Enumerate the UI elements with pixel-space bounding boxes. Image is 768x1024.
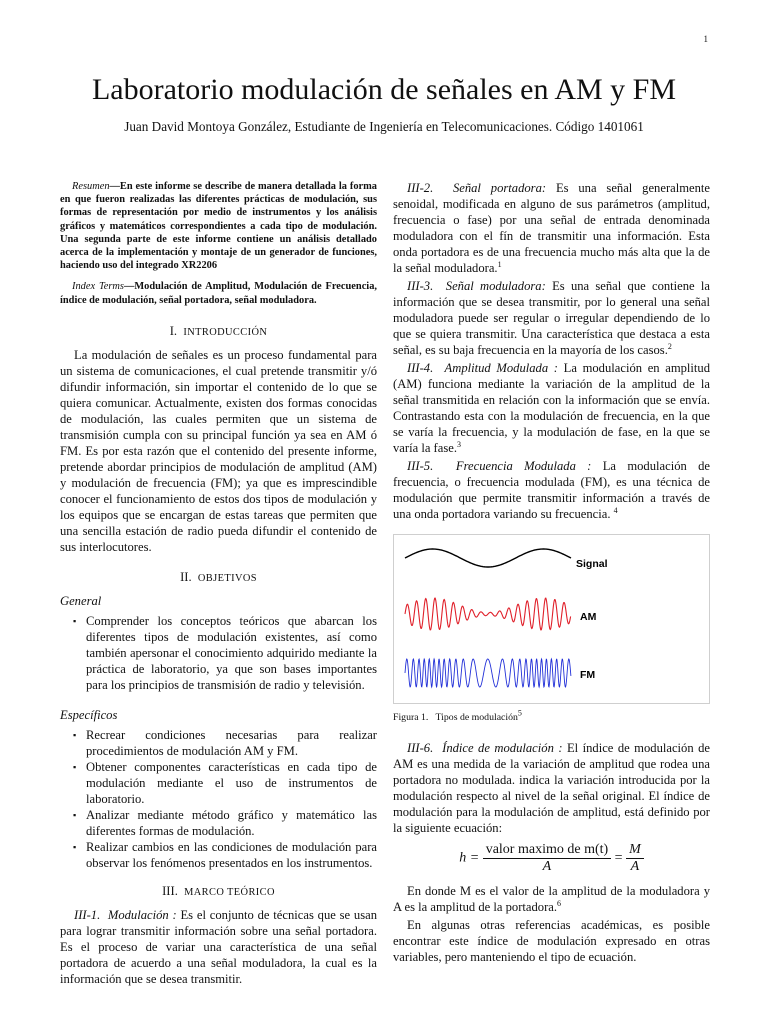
section-number: III. [162, 883, 178, 898]
subsection-iii3 [393, 278, 710, 358]
subsection-label: III-2. [407, 181, 434, 195]
subsection-text: La modulación en amplitud (AM) funciona mediante la variación de la amplitud de la señal transmitida en relación con la información que se envía. Contrastando esta con la modulación de frecuencia, en la que se varía la frecuencia, y la modulación de fase, en la que se varía la fase. [393, 361, 711, 455]
footnote-ref[interactable]: 3 [456, 439, 461, 449]
abstract [60, 180, 377, 272]
section-number: I. [169, 323, 178, 338]
section-number: II. [180, 569, 192, 584]
section-heading-intro [60, 323, 377, 341]
modulation-index-equation [393, 842, 710, 875]
list-item: ▪ Realizar cambios en las condiciones de modulación para observar los fenómenos presentados en los instrumentos. [86, 839, 377, 871]
abstract-label: Resumen [72, 181, 110, 192]
section-title: MARCO TEÓRICO [184, 886, 275, 898]
list-item: ▪ Recrear condiciones necesarias para realizar procedimientos de modulación AM y FM. [86, 727, 377, 759]
caption-text: Figura 1. Tipos de modulación [393, 712, 518, 723]
fm-label: FM [580, 669, 596, 681]
subsection-iii5 [393, 458, 710, 522]
subsection-text: Es una señal que contiene la información que se desea transmitir, por lo general una señal moduladora puede ser regular o irregular dependiendo de lo que se quiera transmitir. Una característica que destaca a esta señal, es su baja frecuencia en la mayoría de los casos. [393, 279, 711, 357]
after-equation-paragraph [393, 883, 710, 915]
footnote-ref[interactable]: 4 [613, 505, 618, 515]
list-item: ▪ Comprender los conceptos teóricos que abarcan los diferentes tipos de modulación existentes, así como también apersonar el conocimiento adquirido mediante la práctica de laboratorio, ya que son bases importantes para los principios de transmisión de radio y televisión. [86, 613, 377, 693]
intro-paragraph: La modulación de señales es un proceso fundamental para un sistema de comunicaciones, el cual pretende transmitir y/ó difundir información, sin importar el contenido de lo que se quiera comunicar. Actualmente, existen dos formas conocidas de modulación, las cuales permiten que un sistema de transmisión cumpla con su principal función ya sea en AM ó FM. Es por esta razón que el contenido del presente informe, pretende abordar principios de modulación de amplitud (AM) y modulación de frecuencia (FM); ya que es imprescindible conocer el funcionamiento de estos dos tipos de modulación y los equipos que se encargan de estas tareas que permiten que una sencilla estación de radio pueda difundir el contenido de sus interlocutores. [60, 347, 377, 554]
equation-denominator-2: A [630, 859, 640, 874]
subsection-term: Señal moduladora: [445, 279, 546, 293]
am-label: AM [580, 611, 597, 623]
equation-numerator-2: M [626, 842, 644, 859]
subsection-iii2 [393, 180, 710, 276]
footnote-ref[interactable]: 5 [517, 708, 522, 718]
section-title: INTRODUCCIÓN [183, 326, 268, 338]
footnote-ref[interactable]: 1 [497, 259, 502, 269]
equation-lhs: h = [459, 850, 480, 866]
modulation-waveforms-image [393, 534, 710, 704]
especificos-list [60, 727, 377, 871]
figure-modulation-types [393, 534, 710, 704]
general-list [60, 613, 377, 693]
subsection-label: III-3. [407, 279, 434, 293]
page-number: 1 [703, 34, 708, 44]
list-item: ▪ Obtener componentes características en cada tipo de modulación mediante el uso de instrumentos de laboratorio. [86, 759, 377, 807]
subsection-iii1 [60, 907, 377, 987]
signal-label: Signal [576, 558, 608, 570]
closing-paragraph: En algunas otras referencias académicas, es posible encontrar este índice de modulación expresado en otras variables, pero manteniendo el tipo de ecuación. [393, 918, 710, 964]
subsection-text: La modulación de frecuencia, o frecuencia modulada (FM), es una técnica de modulación que permite transmitir información a través de una onda portadora variando su frecuencia. [393, 459, 710, 521]
equation-equals: = [614, 850, 623, 866]
general-heading: General [60, 593, 102, 608]
subsection-label: III-4. [407, 361, 434, 375]
index-terms-text: —Modulación de Amplitud, Modulación de Frecuencia, índice de modulación, señal portadora, señal moduladora. [60, 281, 377, 306]
figure-caption [393, 710, 710, 726]
index-terms-label: Index Terms [72, 281, 124, 293]
subsection-term: Frecuencia Modulada : [455, 459, 592, 473]
subsection-iii6 [393, 740, 710, 836]
paper-title: Laboratorio modulación de señales en AM y FM [91, 73, 677, 106]
equation-fraction-1 [483, 842, 611, 875]
footnote-ref[interactable]: 6 [557, 898, 562, 908]
section-heading-objetivos [60, 569, 377, 587]
subsection-term: Índice de modulación : [442, 741, 563, 755]
list-item: ▪ Analizar mediante método gráfico y matemático las diferentes formas de modulación. [86, 807, 377, 839]
especificos-heading: Específicos [60, 707, 118, 722]
subsection-text: Es el conjunto de técnicas que se usan para lograr transmitir información sobre una señal portadora. Es el proceso de variar una característica de una señal portadora de acuerdo a una señal moduladora, la cual es la información que se desea transmitir. [60, 907, 378, 986]
abstract-text: —En este informe se describe de manera detallada la forma en que fueron realizadas las diferentes prácticas de modulación, sus formas de representación por medio de instrumentos y los análisis gráficos y matemáticos correspondientes a cada tipo de modulación. Una segunda parte de este informe contiene un análisis detallado acerca de la implementación y montaje de un generador de funciones, haciendo uso del integrado XR2206 [60, 181, 377, 272]
left-column [60, 180, 377, 987]
author-line: Juan David Montoya González, Estudiante de Ingeniería en Telecomunicaciones. Código 1401061 [124, 119, 644, 134]
subsection-label: III-1. [74, 907, 101, 922]
subsection-term: Señal portadora: [452, 181, 547, 195]
section-heading-marco [60, 883, 377, 901]
right-column [393, 180, 710, 965]
subsection-label: III-5. [407, 459, 434, 473]
subsection-term: Amplitud Modulada : [444, 361, 558, 375]
equation-fraction-2 [626, 842, 644, 875]
paragraph-text: En donde M es el valor de la amplitud de la moduladora y A es la amplitud de la portadora. [393, 884, 710, 914]
index-terms [60, 280, 377, 306]
subsection-text: Es una señal generalmente senoidal, modificada en alguno de sus parámetros (amplitud, frecuencia o fase) por una señal de entrada denominada moduladora con el fín de transmitir una información. Esta onda portadora es de una frecuencia mucho más alta que la de la señal moduladora. [393, 181, 710, 275]
subsection-iii4 [393, 360, 710, 456]
subsection-label: III-6. [407, 741, 434, 755]
subsection-term: Modulación : [107, 907, 177, 922]
section-title: OBJETIVOS [197, 572, 257, 584]
subsection-text: El índice de modulación de AM es una medida de la variación de amplitud que rodea una portadora no modulada. indica la variación introducida por la modulación respecto al nivel de la señal original. El índice de modulación para la modulación de amplitud, está definido por la siguiente ecuación: [393, 741, 710, 835]
equation-numerator: valor maximo de m(t) [483, 842, 611, 859]
equation-denominator: A [542, 859, 552, 874]
footnote-ref[interactable]: 2 [667, 341, 672, 351]
